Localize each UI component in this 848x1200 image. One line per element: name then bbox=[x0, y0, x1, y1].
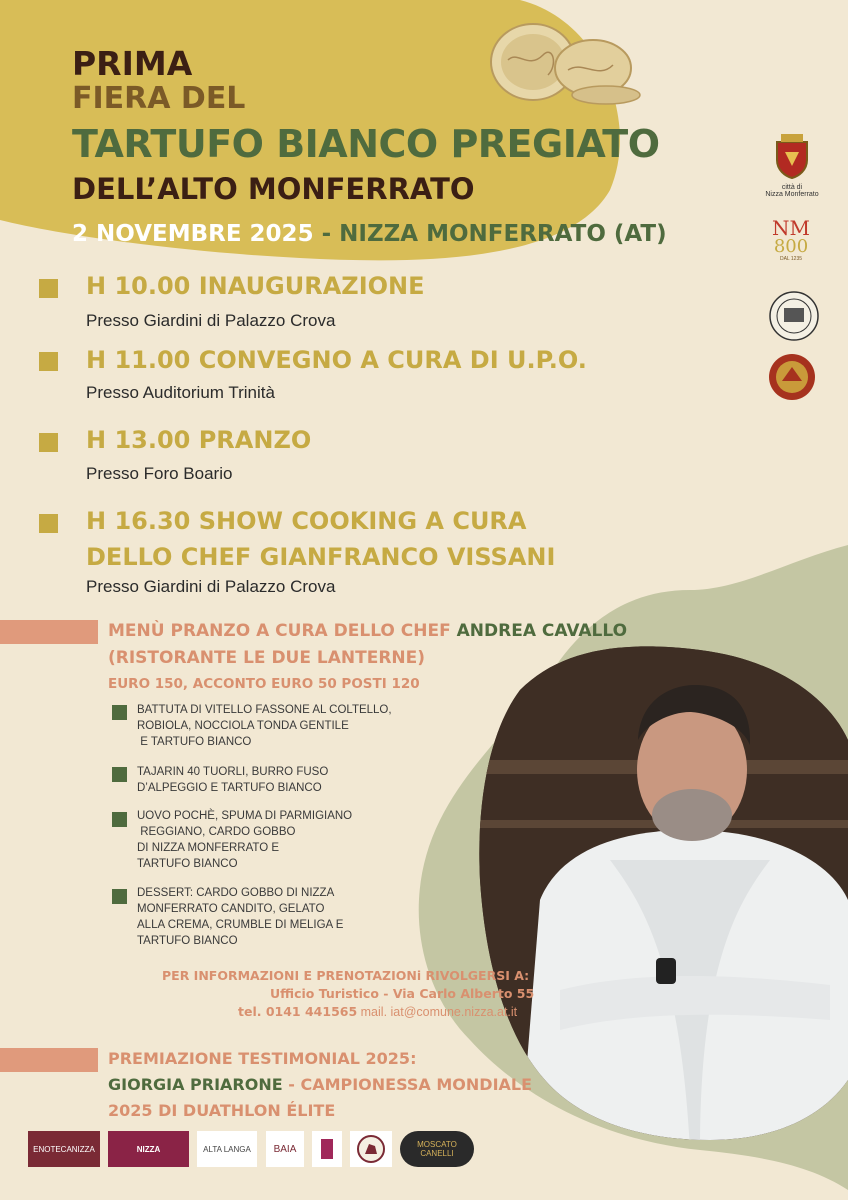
event-place: NIZZA MONFERRATO (AT) bbox=[339, 221, 667, 247]
upo-seal-icon bbox=[768, 353, 816, 401]
dish-4-line-3: ALLA CREMA, CRUMBLE DI MELIGA E bbox=[137, 919, 344, 931]
award-accent-bar bbox=[0, 1048, 98, 1072]
title-subtitle: DELL’ALTO MONFERRATO bbox=[72, 172, 475, 206]
title-main: TARTUFO BIANCO PREGIATO bbox=[72, 122, 660, 166]
dish-bullet bbox=[112, 705, 127, 720]
dish-3 bbox=[137, 808, 352, 872]
date-separator: - bbox=[313, 221, 340, 247]
nm800-text: NM bbox=[772, 216, 810, 240]
award-line-1: PREMIAZIONE TESTIMONIAL 2025: bbox=[108, 1049, 417, 1068]
event-2-title: H 11.00 CONVEGNO A CURA DI U.P.O. bbox=[86, 346, 587, 374]
event-3-title: H 13.00 PRANZO bbox=[86, 426, 312, 454]
coat-of-arms-icon bbox=[771, 132, 813, 180]
dish-bullet bbox=[112, 767, 127, 782]
sponsor-alta-langa-logo: ALTA LANGA bbox=[197, 1131, 257, 1167]
dish-2 bbox=[137, 764, 328, 796]
event-date-place bbox=[72, 221, 667, 247]
dish-1 bbox=[137, 702, 392, 750]
bullet-square bbox=[39, 433, 58, 452]
menu-price: EURO 150, ACCONTO EURO 50 POSTI 120 bbox=[108, 676, 420, 692]
info-contacts bbox=[238, 1004, 517, 1019]
bullet-square bbox=[39, 514, 58, 533]
info-line-2: Ufficio Turistico - Via Carlo Alberto 55 bbox=[270, 986, 535, 1001]
menu-restaurant: (RISTORANTE LE DUE LANTERNE) bbox=[108, 648, 426, 668]
dish-3-line-1: UOVO POCHÈ, SPUMA DI PARMIGIANO bbox=[137, 810, 353, 822]
award-title: - CAMPIONESSA MONDIALE bbox=[282, 1075, 533, 1094]
city-logo bbox=[762, 132, 822, 198]
sponsor-wine-logo bbox=[312, 1131, 342, 1167]
truffle-illustration bbox=[488, 10, 643, 110]
bullet-square bbox=[39, 279, 58, 298]
nm800-number: 800 bbox=[773, 236, 809, 257]
nm800-sub: DAL 1235 bbox=[779, 256, 803, 262]
event-1-location: Presso Giardini di Palazzo Crova bbox=[86, 311, 336, 330]
event-2-location: Presso Auditorium Trinità bbox=[86, 383, 275, 402]
nm800-logo bbox=[766, 218, 816, 262]
dish-1-line-3: E TARTUFO BIANCO bbox=[137, 736, 252, 748]
event-3-location: Presso Foro Boario bbox=[86, 464, 233, 483]
dish-1-line-2: ROBIOLA, NOCCIOLA TONDA GENTILE bbox=[137, 720, 349, 732]
info-line-1: PER INFORMAZIONI E PRENOTAZIONi RIVOLGERSI A: bbox=[162, 968, 530, 983]
award-name: GIORGIA PRIARONE bbox=[108, 1075, 283, 1094]
event-4-title-line2: DELLO CHEF GIANFRANCO VISSANI bbox=[86, 543, 556, 571]
title-fiera-del: FIERA DEL bbox=[72, 81, 246, 116]
dish-3-line-4: TARTUFO BIANCO bbox=[137, 858, 238, 870]
award-line-2 bbox=[108, 1075, 532, 1094]
sponsor-nizza-logo: NIZZA bbox=[108, 1131, 189, 1167]
dish-3-line-3: DI NIZZA MONFERRATO E bbox=[137, 842, 280, 854]
title-prima: PRIMA bbox=[72, 44, 193, 83]
menu-accent-bar bbox=[0, 620, 98, 644]
city-caption-2: Nizza Monferrato bbox=[765, 191, 819, 198]
dish-bullet bbox=[112, 889, 127, 904]
info-phone: tel. 0141 441565 bbox=[238, 1004, 358, 1019]
sponsor-baia-logo: BAIA bbox=[266, 1131, 304, 1167]
seal-icon bbox=[768, 290, 820, 342]
dish-1-line-1: BATTUTA DI VITELLO FASSONE AL COLTELLO, bbox=[137, 704, 392, 716]
dish-bullet bbox=[112, 812, 127, 827]
sponsor-moscato-canelli-logo: MOSCATO CANELLI bbox=[400, 1131, 474, 1167]
event-date: 2 NOVEMBRE 2025 bbox=[72, 221, 314, 247]
dish-4-line-2: MONFERRATO CANDITO, GELATO bbox=[137, 903, 325, 915]
sponsor-horse-seal-logo bbox=[350, 1131, 392, 1167]
bullet-square bbox=[39, 352, 58, 371]
event-4-location: Presso Giardini di Palazzo Crova bbox=[86, 577, 336, 596]
menu-heading bbox=[108, 621, 627, 641]
city-caption-1: città di bbox=[781, 184, 803, 191]
dish-2-line-2: D’ALPEGGIO E TARTUFO BIANCO bbox=[137, 782, 322, 794]
award-line-3: 2025 DI DUATHLON ÉLITE bbox=[108, 1101, 336, 1120]
dish-4-line-1: DESSERT: CARDO GOBBO DI NIZZA bbox=[137, 887, 335, 899]
dish-2-line-1: TAJARIN 40 TUORLI, BURRO FUSO bbox=[137, 766, 329, 778]
menu-heading-prefix: MENÙ PRANZO A CURA DELLO CHEF bbox=[108, 621, 457, 641]
menu-chef-name: ANDREA CAVALLO bbox=[456, 621, 628, 641]
sponsor-enotecanizza-logo: ENOTECANIZZA bbox=[28, 1131, 100, 1167]
info-mail: mail. iat@comune.nizza.at.it bbox=[357, 1005, 518, 1019]
event-4-title-line1: H 16.30 SHOW COOKING A CURA bbox=[86, 507, 527, 535]
dish-4-line-4: TARTUFO BIANCO bbox=[137, 935, 238, 947]
event-1-title: H 10.00 INAUGURAZIONE bbox=[86, 272, 425, 300]
dish-3-line-2: REGGIANO, CARDO GOBBO bbox=[137, 826, 296, 838]
dish-4 bbox=[137, 885, 343, 949]
